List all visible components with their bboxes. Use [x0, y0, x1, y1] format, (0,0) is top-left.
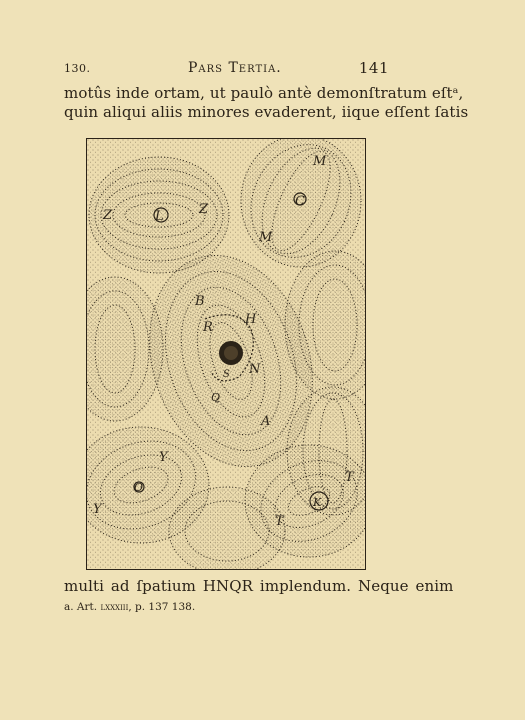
left-page-number: 130. — [64, 62, 91, 75]
vortex-diagram — [87, 139, 365, 569]
label-Q: Q — [211, 391, 221, 404]
label-S: S — [223, 369, 230, 380]
footnote-prefix: a. Art. — [64, 601, 101, 613]
footnote — [64, 601, 195, 613]
footnote-pages: , p. 137 138. — [128, 601, 196, 613]
label-Y-left: Y — [93, 502, 102, 517]
label-Z-right: Z — [199, 202, 209, 217]
label-H: H — [245, 312, 257, 327]
label-K: K — [313, 496, 322, 509]
label-O: O — [134, 481, 144, 494]
vortex-diagram-plate — [86, 138, 366, 570]
label-L: L — [155, 209, 164, 224]
label-B: B — [195, 294, 205, 309]
label-T-bottom: T — [275, 514, 284, 529]
body-text-line-1: motûs inde ortam, ut paulò antè demonſtratum eſtᵃ, — [64, 84, 464, 102]
footnote-article: lxxxiii — [100, 601, 129, 613]
label-M-mid: M — [259, 230, 273, 245]
label-C: C — [295, 194, 305, 209]
body-text-line-2: quin aliqui aliis minores evaderent, iique eſſent ſatis — [64, 103, 469, 121]
label-A: A — [261, 414, 271, 429]
label-N: N — [249, 362, 261, 377]
label-T-right: T — [345, 470, 354, 485]
label-M-top: M — [313, 154, 327, 169]
label-R: R — [203, 320, 213, 335]
body-text-line-3: multi ad ſpatium HNQR implendum. Neque enim — [64, 577, 454, 595]
running-header: Pars Tertia. — [188, 60, 282, 76]
label-Z-left: Z — [103, 208, 113, 223]
label-Y-mid: Y — [159, 450, 168, 465]
page-number: 141 — [358, 59, 389, 77]
